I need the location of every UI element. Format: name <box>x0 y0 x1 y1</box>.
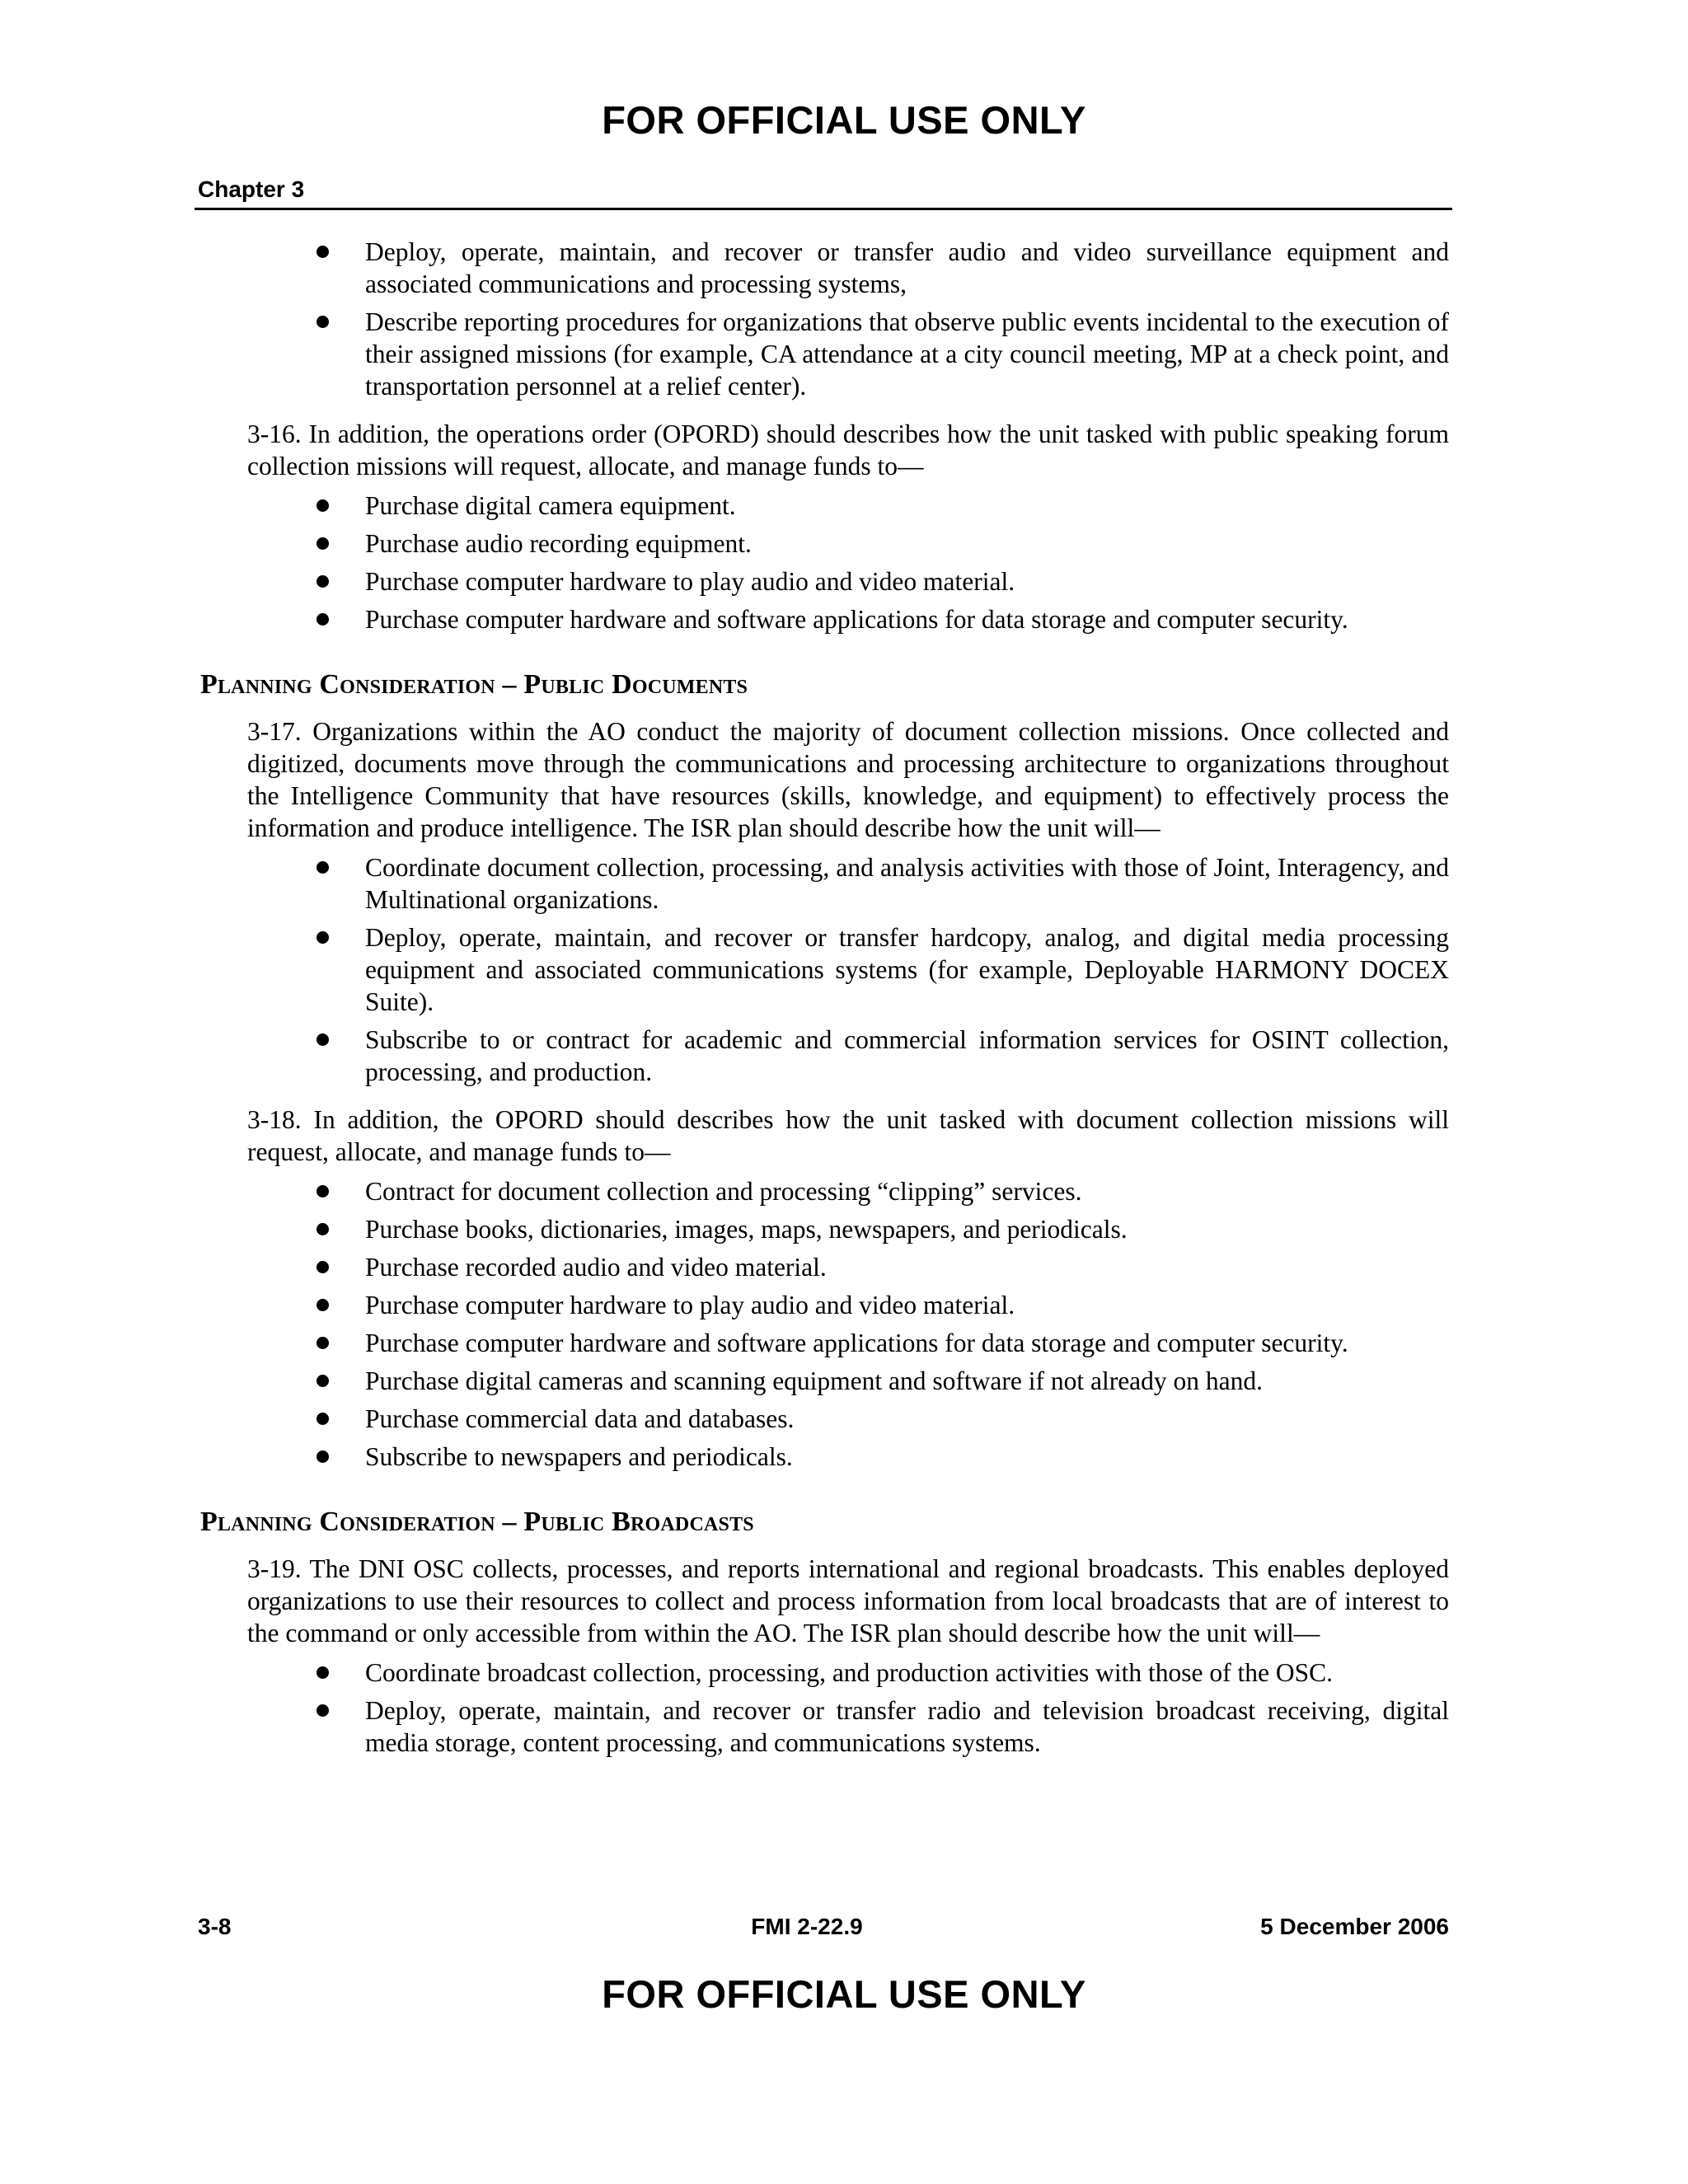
list-item <box>247 1403 1449 1435</box>
list-item <box>247 1024 1449 1088</box>
list-item-text: Purchase digital cameras and scanning equipment and software if not already on hand. <box>365 1366 1264 1395</box>
bullet-icon <box>316 861 329 874</box>
bullet-list <box>247 490 1449 635</box>
footer-page-number: 3-8 <box>198 1914 232 1939</box>
list-item <box>247 1327 1449 1359</box>
list-item-text: Coordinate broadcast collection, processing, and production activities with those of the OSC. <box>365 1658 1333 1687</box>
bullet-list <box>247 236 1449 402</box>
list-item-text: Purchase computer hardware and software applications for data storage and computer security. <box>365 1329 1348 1357</box>
bullet-icon <box>316 575 329 588</box>
list-item <box>247 1251 1449 1283</box>
list-item-text: Purchase computer hardware to play audio and video material. <box>365 1291 1015 1319</box>
list-item <box>247 921 1449 1018</box>
list-item <box>247 565 1449 598</box>
list-item <box>247 1441 1449 1473</box>
bullet-icon <box>316 246 329 258</box>
bullet-icon <box>316 931 329 944</box>
list-item-text: Describe reporting procedures for organizations that observe public events incidental to the execution of their assigned missions (for example, CA attendance at a city council meeting, MP at a check point, and transportation personnel at a relief center). <box>365 307 1449 401</box>
list-item-text: Coordinate document collection, processing, and analysis activities with those of Joint, Interagency, and Multinational organizations. <box>365 853 1449 914</box>
list-item-text: Purchase books, dictionaries, images, maps, newspapers, and periodicals. <box>365 1215 1128 1244</box>
list-item-text: Subscribe to or contract for academic and commercial information services for OSINT collection, processing, and production. <box>365 1025 1449 1086</box>
classification-banner-bottom: FOR OFFICIAL USE ONLY <box>602 1972 1086 2016</box>
classification-banner-top: FOR OFFICIAL USE ONLY <box>602 98 1086 142</box>
list-item-text: Contract for document collection and processing “clipping” services. <box>365 1177 1082 1206</box>
bullet-icon <box>316 1185 329 1197</box>
bullet-icon <box>316 316 329 328</box>
bullet-icon <box>316 1223 329 1235</box>
paragraph: 3-17. Organizations within the AO conduct the majority of document collection missions. Once collected and digitized, documents move through the communications and processing architecture to organizations throughout the Intelligence Community that have resources (skills, knowledge, and equipment) to effectively process the information and produce intelligence. The ISR plan should describe how the unit will— <box>247 717 1449 842</box>
list-item <box>247 236 1449 300</box>
list-item-text: Purchase digital camera equipment. <box>365 491 736 520</box>
bullet-icon <box>316 1033 329 1046</box>
bullet-icon <box>316 1337 329 1349</box>
list-item <box>247 1657 1449 1689</box>
bullet-icon <box>316 1666 329 1679</box>
bullet-list <box>247 851 1449 1088</box>
section-heading: Planning Consideration – Public Broadcasts <box>200 1507 754 1537</box>
paragraph: 3-19. The DNI OSC collects, processes, and reports international and regional broadcasts. This enables deployed organizations to use their resources to collect and process information from local broadcasts that are of interest to the command or only accessible from within the AO. The ISR plan should describe how the unit will— <box>247 1554 1449 1647</box>
list-item <box>247 603 1449 635</box>
list-item <box>247 1213 1449 1245</box>
list-item <box>247 490 1449 522</box>
list-item-text: Subscribe to newspapers and periodicals. <box>365 1442 793 1471</box>
header-rule <box>195 208 1452 210</box>
bullet-icon <box>316 1704 329 1717</box>
list-item <box>247 527 1449 560</box>
list-item-text: Deploy, operate, maintain, and recover or transfer audio and video surveillance equipment and associated communications and processing systems, <box>365 237 1449 298</box>
bullet-icon <box>316 1299 329 1311</box>
list-item-text: Purchase audio recording equipment. <box>365 529 752 558</box>
paragraph: 3-18. In addition, the OPORD should describes how the unit tasked with document collection missions will request, allocate, and manage funds to— <box>247 1105 1449 1166</box>
list-item <box>247 851 1449 916</box>
bullet-icon <box>316 537 329 550</box>
bullet-icon <box>316 1451 329 1463</box>
list-item <box>247 306 1449 402</box>
bullet-icon <box>316 1375 329 1387</box>
chapter-label: Chapter 3 <box>198 176 305 202</box>
list-item-text: Deploy, operate, maintain, and recover or transfer hardcopy, analog, and digital media processing equipment and associated communications systems (for example, Deployable HARMONY DOCEX Suite). <box>365 923 1449 1016</box>
list-item-text: Purchase recorded audio and video material. <box>365 1253 827 1282</box>
bullet-icon <box>316 499 329 512</box>
list-item <box>247 1175 1449 1207</box>
list-item-text: Purchase computer hardware to play audio and video material. <box>365 567 1015 596</box>
footer-document-id: FMI 2-22.9 <box>751 1914 863 1939</box>
paragraph: 3-16. In addition, the operations order (OPORD) should describes how the unit tasked with public speaking forum collection missions will request, allocate, and manage funds to— <box>247 419 1449 480</box>
bullet-icon <box>316 613 329 626</box>
list-item <box>247 1694 1449 1759</box>
list-item <box>247 1365 1449 1397</box>
list-item <box>247 1289 1449 1321</box>
section-heading: Planning Consideration – Public Documents <box>200 669 748 700</box>
list-item-text: Purchase commercial data and databases. <box>365 1404 795 1433</box>
bullet-list <box>247 1175 1449 1473</box>
bullet-icon <box>316 1261 329 1273</box>
list-item-text: Purchase computer hardware and software applications for data storage and computer security. <box>365 605 1348 634</box>
list-item-text: Deploy, operate, maintain, and recover or transfer radio and television broadcast receiving, digital media storage, content processing, and communications systems. <box>365 1696 1449 1757</box>
page-body <box>200 237 1449 1774</box>
bullet-icon <box>316 1413 329 1425</box>
footer-date: 5 December 2006 <box>1260 1914 1449 1939</box>
bullet-list <box>247 1657 1449 1759</box>
